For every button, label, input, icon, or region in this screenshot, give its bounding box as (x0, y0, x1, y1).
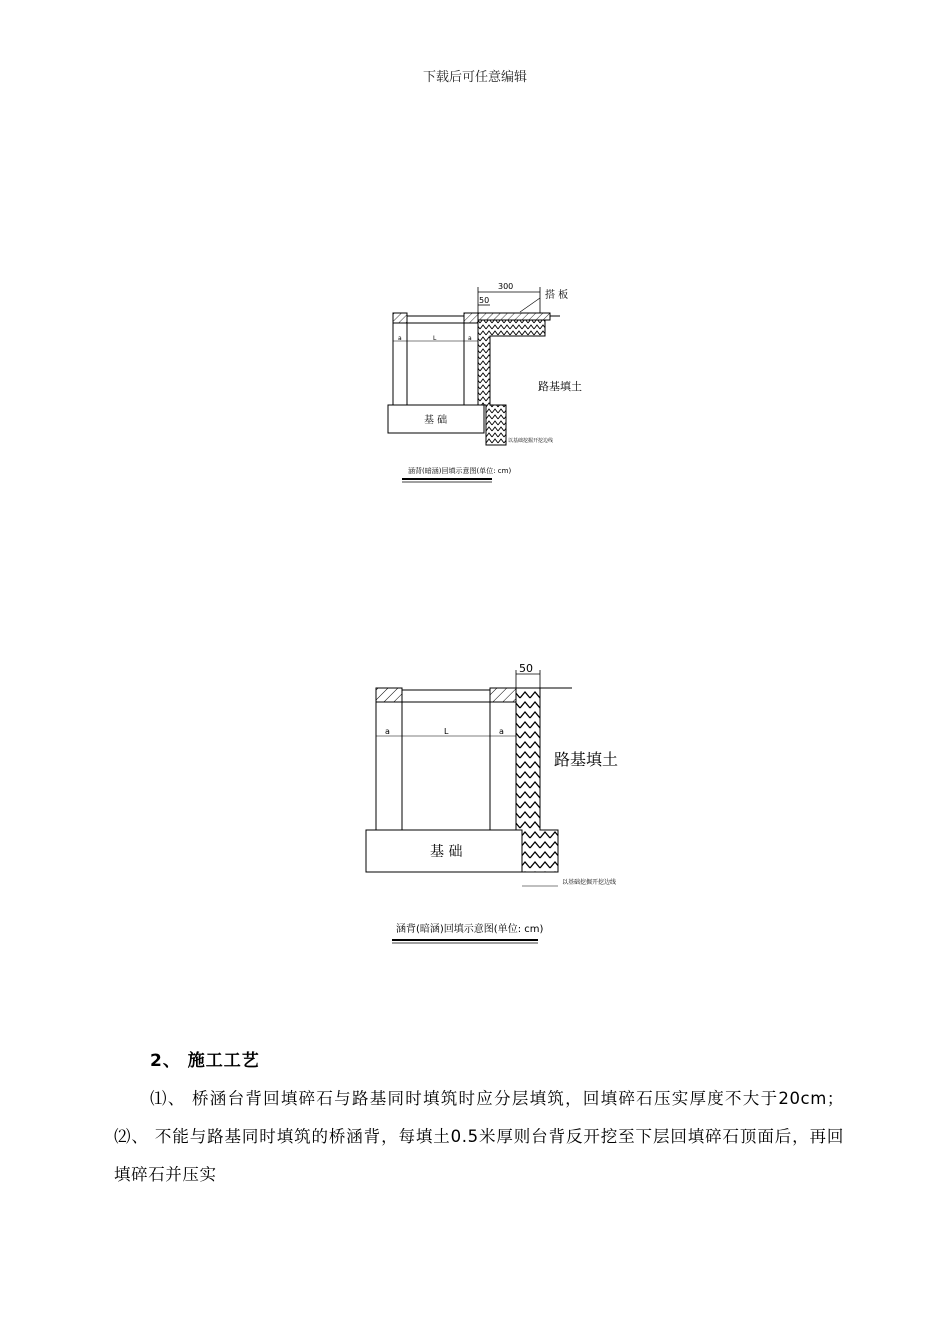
approach-slab (478, 313, 550, 320)
dim-300: 300 (498, 282, 514, 291)
dim-a-left-2: a (385, 727, 390, 736)
gravel-backfill (478, 320, 545, 445)
dim-a-right-2: a (499, 727, 504, 736)
left-cap (393, 313, 407, 323)
foundation-label: 基 础 (424, 415, 448, 426)
dim-a-right: a (468, 335, 472, 342)
figure-2-culvert-backfill-diagram (0, 650, 950, 950)
fill-label: 路基填土 (538, 380, 582, 393)
plate-label: 搭 板 (545, 290, 569, 301)
dim-a-left: a (398, 335, 402, 342)
section-title: 2、 施工工艺 (150, 1051, 260, 1071)
dim-L-2: L (444, 727, 449, 736)
figure-1-culvert-backfill-diagram (0, 0, 950, 500)
page-header: 下载后可任意编辑 (422, 70, 527, 85)
note-label-2: 以基础挖掘开挖边线 (562, 879, 617, 886)
figure-2-caption: 涵背(暗涵)回填示意图(单位: cm) (396, 924, 544, 935)
dim-50: 50 (479, 296, 490, 305)
section-paragraph: ⑴、 桥涵台背回填碎石与路基同时填筑时应分层填筑，回填碎石压实厚度不大于20cm；⑵、 不能与路基同时填筑的桥涵背，每填土0.5米厚则台背反开挖至下层回填碎石顶面后，再回填碎石并压实 (114, 1089, 844, 1184)
fill-label-2: 路基填土 (554, 750, 619, 769)
right-cap (464, 313, 478, 323)
note-label: 以基础挖掘开挖边线 (508, 438, 554, 444)
dim-L: L (433, 335, 437, 342)
dim-50-2: 50 (519, 662, 533, 675)
foundation-label-2: 基 础 (430, 844, 463, 860)
figure-1-caption: 涵背(暗涵)回填示意图(单位: cm) (408, 467, 512, 475)
